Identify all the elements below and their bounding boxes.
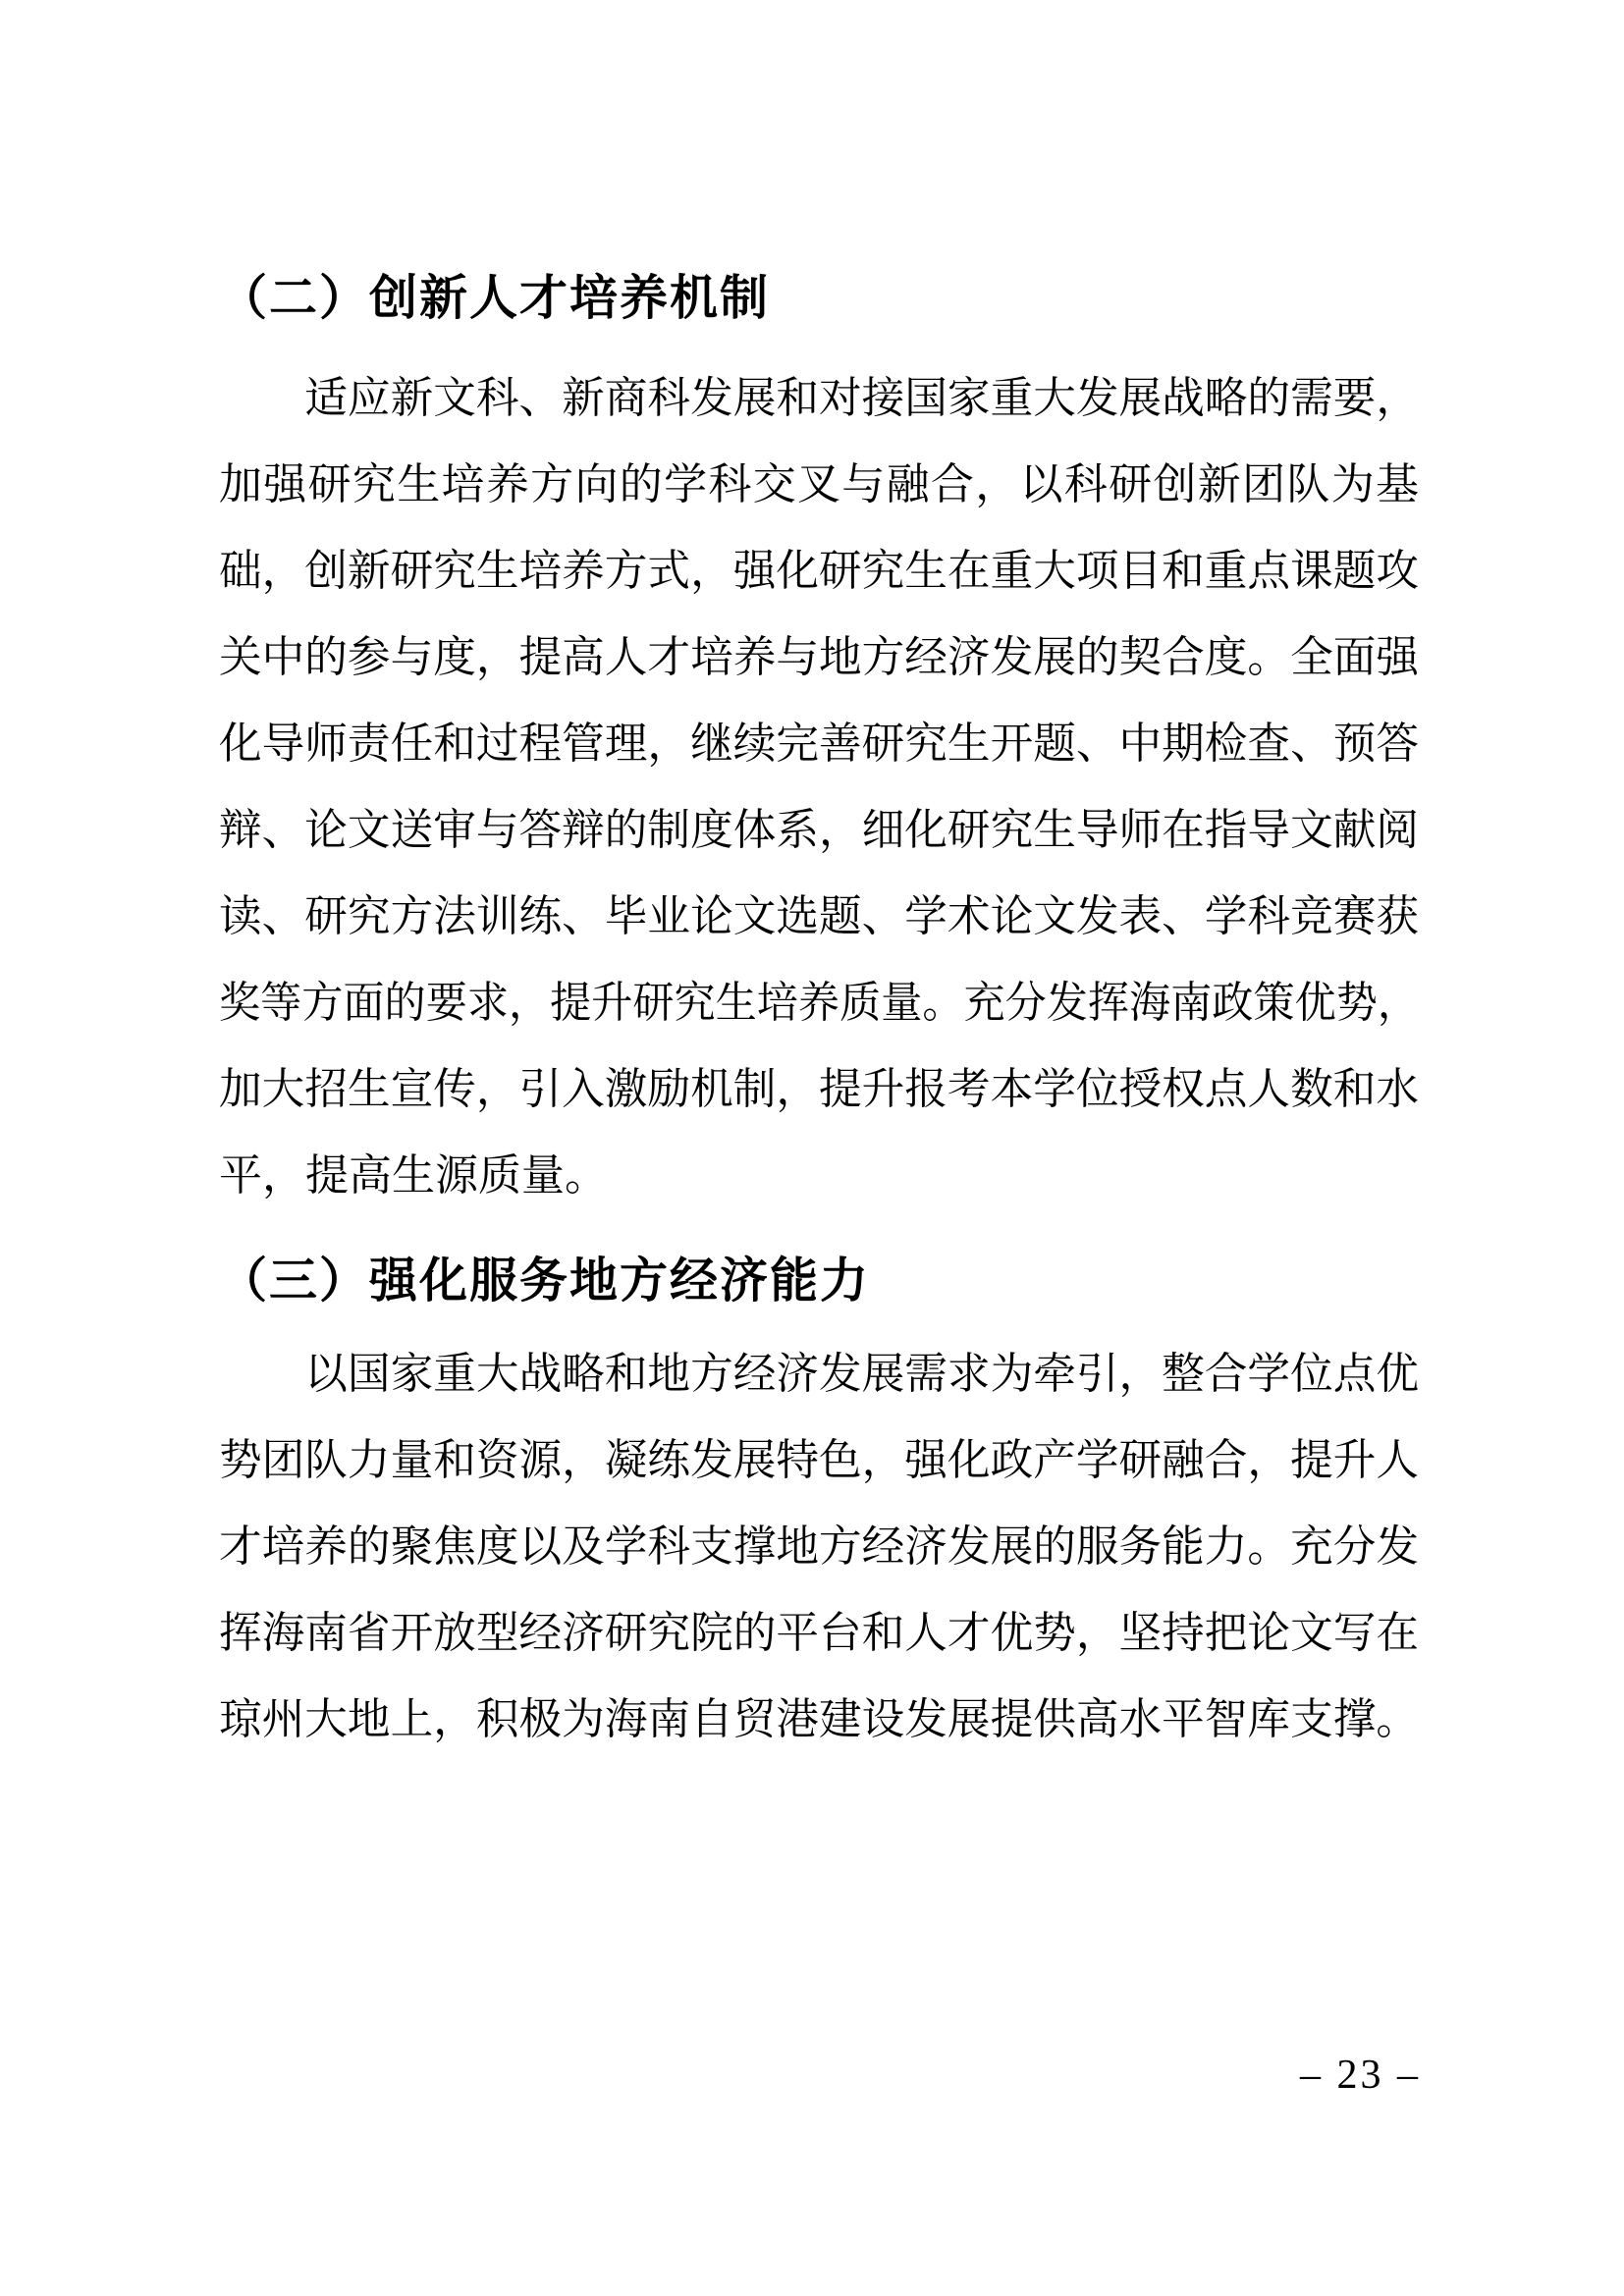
text-line: 挥海南省开放型经济研究院的平台和人才优势，坚持把论文写在 [219, 1609, 1419, 1657]
text-line: 读、研究方法训练、毕业论文选题、学术论文发表、学科竞赛获 [219, 892, 1419, 940]
text-line: 奖等方面的要求，提升研究生培养质量。充分发挥海南政策优势， [219, 979, 1419, 1027]
section-heading-2: （二）创新人才培养机制 [219, 272, 771, 325]
text-line: 加强研究生培养方向的学科交叉与融合，以科研创新团队为基 [219, 460, 1419, 508]
text-line: 辩、论文送审与答辩的制度体系，细化研究生导师在指导文献阅 [219, 806, 1419, 854]
text-line: 才培养的聚焦度以及学科支撑地方经济发展的服务能力。充分发 [219, 1522, 1419, 1571]
text-line: 关中的参与度，提高人才培养与地方经济发展的契合度。全面强 [219, 633, 1419, 681]
text-line: 平，提高生源质量。 [219, 1151, 608, 1200]
section-paragraph-3 [219, 1331, 1419, 1763]
text-line: 琼州大地上，积极为海南自贸港建设发展提供高水平智库支撑。 [219, 1695, 1419, 1743]
section-paragraph-2 [219, 355, 1419, 1219]
text-line: 适应新文科、新商科发展和对接国家重大发展战略的需要， [304, 374, 1420, 422]
section-heading-3: （三）强化服务地方经济能力 [219, 1255, 871, 1308]
text-line: 化导师责任和过程管理，继续完善研究生开题、中期检查、预答 [219, 720, 1419, 768]
text-line: 势团队力量和资源，凝练发展特色，强化政产学研融合，提升人 [219, 1436, 1419, 1484]
text-line: 础，创新研究生培养方式，强化研究生在重大项目和重点课题攻 [219, 547, 1419, 595]
page-number-label: – 23 – [1300, 2053, 1421, 2098]
text-line: 以国家重大战略和地方经济发展需求为牵引，整合学位点优 [304, 1350, 1420, 1398]
text-line: 加大招生宣传，引入激励机制，提升报考本学位授权点人数和水 [219, 1065, 1419, 1113]
